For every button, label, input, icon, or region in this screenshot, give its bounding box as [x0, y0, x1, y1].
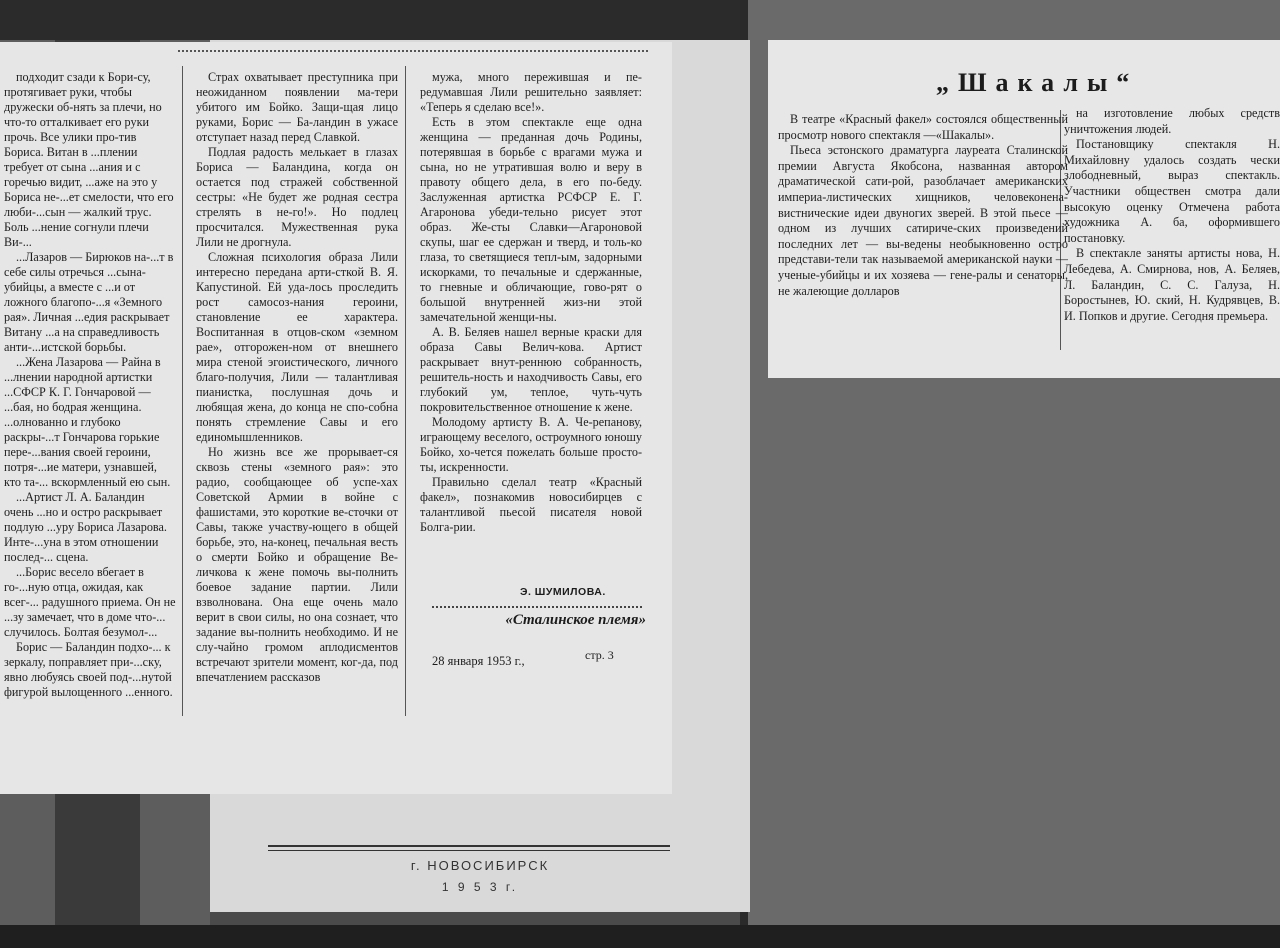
article-column-2 [1064, 106, 1280, 356]
paragraph: Сложная психология образа Лили интересно передана арти-сткой В. Я. Капустиной. Ей уда-лось проследить рост самосоз-нания героини, становление ее характера. Воспитанная в отцов-ском «земном рае», отгорожен-ном от внешнего мира стеной эгоистического, личного благо-получия, Лили — талантливая пианистка, послушная дочь и любящая жена, до конца не спо-собна понять стремление Савы и его единомышленников. [196, 250, 398, 444]
article-headline: „Шакалы“ [936, 68, 1139, 97]
paragraph: Страх охватывает преступника при неожиданном появлении ма-тери убитого им Бойко. Защи-щая лицо руками, Борис — Ба-ландин в ужасе отступает назад перед Славкой. [196, 70, 398, 144]
paragraph: В спектакле заняты артисты нова, Н. Лебедева, А. Смирнова, нов, А. Беляев, Л. Баландин, С. С. Галуза, Н. Боростынев, Ю. ский, Н. Кудрявцев, В. И. Попков и другие. Сегодня премьера. [1064, 246, 1280, 323]
paragraph: Молодому артисту В. А. Че-репанову, играющему веселого, остроумного юношу Бойко, хо-чется пожелать больше просто-ты, искренности. [420, 415, 642, 474]
review-column-3 [420, 70, 642, 650]
page-number: стр. 3 [585, 648, 614, 662]
paragraph: Борис — Баландин подхо-... к зеркалу, поправляет при-...ску, явно любуясь своей под-...нутой фигурой вылощенного ...енного. [4, 640, 173, 699]
paragraph: Пьеса эстонского драматурга лауреата Сталинской премии Августа Якобсона, названная автором драматической сати-рой, разоблачает американских империа-листических хищников, человеконена-вистнические идеи двуногих зверей. В этой пьесе — одном из лучших сатириче-ских произведений последних лет — вы-ведены необыкновенно остро представи-тели так называемой американской науки —ученые-убийцы и их хозяева — гене-ралы и сенаторы, не жалеющие долларов [778, 143, 1068, 298]
newspaper-clipping-review [0, 42, 672, 794]
author-signature: Э. ШУМИЛОВА. [520, 586, 606, 598]
dotted-rule [432, 606, 642, 608]
paragraph: Постановщику спектакля Н. Михайловну удалось создать чески злободневный, выраз спектакль. Участники обществен смотра дали высокую оценку Отмечена работа художника А. ба, оформившего постановку. [1064, 137, 1280, 245]
publication-date: 28 января 1953 г., [432, 654, 525, 668]
column-rule [182, 66, 183, 716]
paragraph: Правильно сделал театр «Красный факел», познакомив новосибирцев с талантливой пьесой писателя новой Болга-рии. [420, 475, 642, 534]
paragraph: В театре «Красный факел» состоялся общественный просмотр нового спектакля —«Шакалы». [778, 112, 1068, 142]
column-rule [405, 66, 406, 716]
paragraph: на изготовление любых средств уничтожения людей. [1064, 106, 1280, 136]
booklet-year: 1 9 5 3 г. [441, 880, 519, 894]
booklet-rule [268, 850, 670, 851]
paragraph: А. В. Беляев нашел верные краски для образа Савы Велич-кова. Артист раскрывает внут-реннюю собранность, решитель-ность и находчивость Савы, его глубокий ум, теплое, чуть-чуть покровительственное отношение к жене. [420, 325, 642, 414]
paragraph: мужа, много пережившая и пе-редумавшая Лили решительно заявляет: «Теперь я сделаю все!». [420, 70, 642, 114]
paragraph: Но жизнь все же прорывает-ся сквозь стены «земного рая»: это радио, сообщающее об успе-хах Советской Армии в войне с фашистами, это короткие ве-сточки от Савы, также участву-ющего в общей борьбе, это, на-конец, печальная весть о смерти Бойко и обращение Ве-личкова к жене помочь вы-полнить боевое задание партии. Лили взволнована. Она еще очень мало верит в свои силы, но она сознает, что задание вы-полнить необходимо. И не слу-чайно громом аплодисментов встречают зрители момент, ког-да, под впечатлением рассказов [196, 445, 398, 684]
article-column-1 [778, 112, 1068, 362]
scan-background-bottom [0, 925, 1280, 948]
review-column-1 [4, 70, 176, 700]
paragraph: Подлая радость мелькает в глазах Бориса — Баландина, когда он остается под стражей собственной сестры: «Не будет же родная сестра стрелять в не-го!». Но подлец просчитался. Мужественная рука Лили не дрогнула. [196, 145, 398, 249]
paragraph: Есть в этом спектакле еще одна женщина — преданная дочь Родины, потерявшая в борьбе с врагами мужа и сына, но не утратившая волю и веру в правоту общего дела, в его по-беду. Заслуженная артистка РСФСР Е. Г. Агаронова убеди-тельно рисует этот образ. Же-сты Славки—Агароновой скупы, шаг ее сдержан и тверд, и толь-ко глаза, то светящиеся тепл-ым, задорными искорками, то печальные и сдержанные, то гневные и обличающие, гово-рят о большой внутренней жиз-ни этой замечательной женщи-ны. [420, 115, 642, 324]
paragraph: подходит сзади к Бори-су, протягивает руки, чтобы дружески об-нять за плечи, но что-то отталкивает его руки прочь. Все улики про-тив Бориса. Витан в ...плении требует от сына ...ания и с горечью видит, ...аже на это у Бориса не-...ет смелости, что его люби-...сын — жалкий трус. Боль ...нение согнули плечи Ви-... [4, 70, 174, 249]
booklet-rule [268, 845, 670, 847]
booklet-city: г. НОВОСИБИРСК [410, 858, 550, 873]
newspaper-clipping-shakaly [768, 40, 1280, 378]
paragraph: ...Артист Л. А. Баландин очень ...но и остро раскрывает подлую ...уру Бориса Лазарова. Инте-...уна в этом отношении послед-... сцена. [4, 490, 167, 564]
dotted-rule [178, 50, 648, 52]
paragraph: ...Борис весело вбегает в го-...ную отца, ожидая, как всег-... радушного приема. Он не ...зу замечает, что в доме что-... случилось. Болтая безумол-... [4, 565, 176, 639]
review-column-2 [196, 70, 398, 710]
newspaper-name: «Сталинское племя» [505, 612, 646, 628]
paragraph: ...Лазаров — Бирюков на-...т в себе силы отречься ...сына-убийцы, а вместе с ...и от ложного благопо-...я «Земного рая». Личная ...едия раскрывает Витану ...а на справедливость анти-...истской борьбы. [4, 250, 174, 354]
paragraph: ...Жена Лазарова — Райна в ...лнении народной артистки ...СФСР К. Г. Гончаровой — ...бая, но бодрая женщина. ...олнованно и глубоко раскры-...т Гончарова горькие пере-...вания своей героини, потря-...ие матери, узнавшей, кто та-... вскормленный ею сын. [4, 355, 171, 489]
